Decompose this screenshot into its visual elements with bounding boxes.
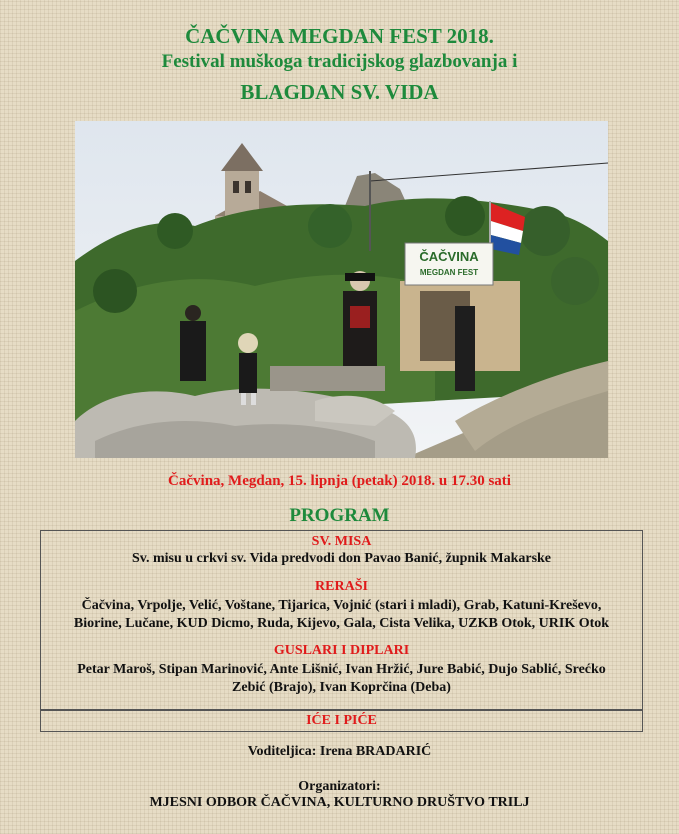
- section-text-guslari-2: Zebić (Brajo), Ivan Koprčina (Deba): [232, 680, 451, 695]
- sign-text-2: MEGDAN FEST: [419, 268, 479, 277]
- organizers-label: Organizatori:: [298, 779, 381, 794]
- section-title-guslari: GUSLARI I DIPLARI: [273, 643, 410, 658]
- organizers-names: MJESNI ODBOR ČAČVINA, KULTURNO DRUŠTVO TRILJ: [149, 795, 530, 810]
- program-heading: PROGRAM: [289, 505, 390, 526]
- poster-title-feast: BLAGDAN SV. VIDA: [240, 80, 439, 104]
- section-title-rerasi: RERAŠI: [315, 579, 368, 594]
- section-text-mass: Sv. misu u crkvi sv. Vida predvodi don Pavao Banić, župnik Makarske: [131, 551, 552, 566]
- poster-title: ČAČVINA MEGDAN FEST 2018.: [185, 24, 494, 48]
- poster-subtitle: Festival muškoga tradicijskog glazbovanja i: [161, 51, 518, 72]
- program-footer-box: [40, 710, 643, 732]
- event-photo: [75, 121, 608, 458]
- section-text-rerasi-1: Čačvina, Vrpolje, Velić, Voštane, Tijarica, Vojnić (stari i mladi), Grab, Katuni-Kreševo,: [81, 598, 602, 613]
- program-box: [40, 530, 643, 710]
- section-text-guslari-1: Petar Maroš, Stipan Marinović, Ante Lišnić, Ivan Hržić, Jure Babić, Dujo Sablić, Srećko: [77, 662, 606, 677]
- event-date: Čačvina, Megdan, 15. lipnja (petak) 2018. u 17.30 sati: [168, 473, 511, 489]
- section-text-rerasi-2: Biorine, Lučane, KUD Dicmo, Ruda, Kijevo, Gala, Cista Velika, UZKB Otok, URIK Otok: [73, 616, 610, 631]
- sign-text-1: ČAČVINA: [419, 249, 479, 264]
- host-line: Voditeljica: Irena BRADARIĆ: [247, 744, 432, 759]
- section-title-refreshments: IĆE I PIĆE: [306, 713, 377, 728]
- section-title-mass: SV. MISA: [311, 534, 372, 549]
